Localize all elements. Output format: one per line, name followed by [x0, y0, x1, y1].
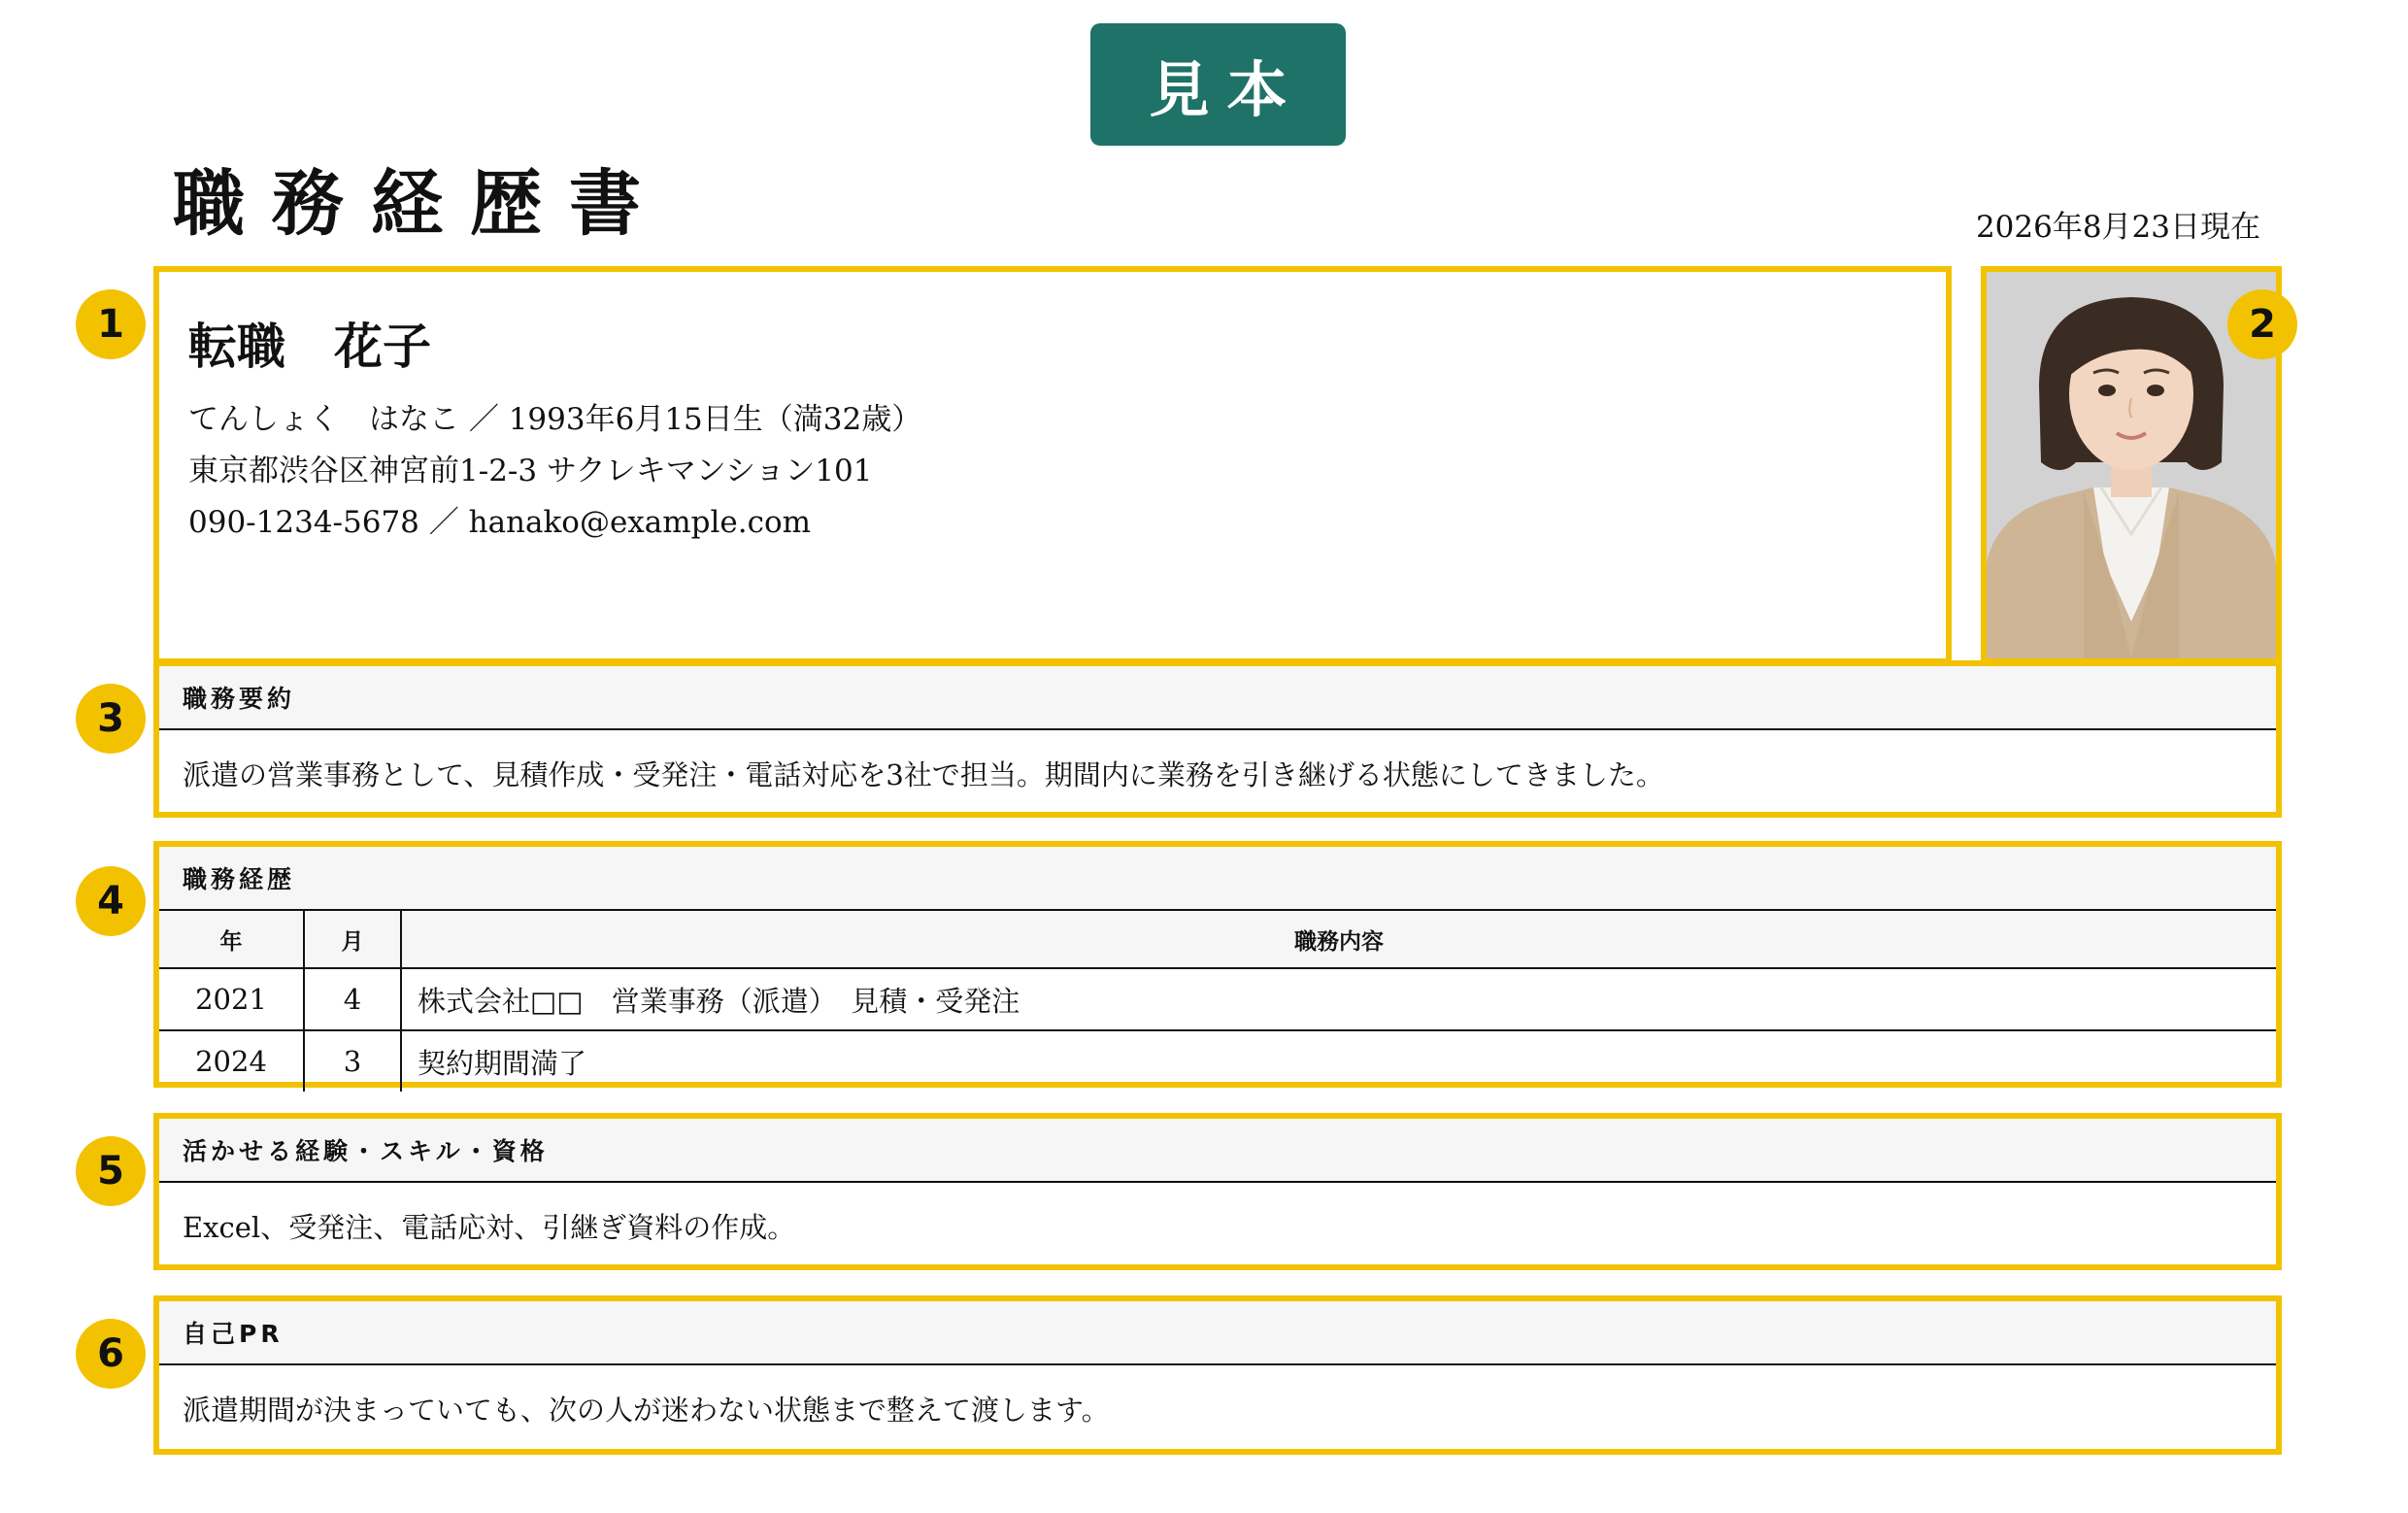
skills-heading: 活かせる経験・スキル・資格	[159, 1119, 2276, 1183]
table-row	[159, 1030, 2276, 1092]
summary-text: 派遣の営業事務として、見積作成・受発注・電話対応を3社で担当。期間内に業務を引き継げる状態にしてきました。	[183, 758, 1664, 791]
history-table	[159, 911, 2276, 1092]
badge-2: 2	[2227, 289, 2297, 359]
contact-line: 090-1234-5678 ／ hanako@example.com	[188, 505, 812, 540]
badge-3: 3	[76, 684, 146, 754]
sample-stamp: 見本	[1090, 23, 1346, 146]
address-line: 東京都渋谷区神宮前1-2-3 サクレキマンション101	[188, 454, 873, 488]
row-year: 2024	[159, 1030, 304, 1092]
history-header-row	[159, 911, 2276, 968]
pr-heading: 自己PR	[159, 1301, 2276, 1365]
table-row	[159, 968, 2276, 1030]
history-section	[153, 841, 2282, 1088]
summary-heading: 職務要約	[159, 666, 2276, 730]
row-content: 株式会社□□ 営業事務（派遣） 見積・受発注	[401, 968, 2276, 1030]
skills-text: Excel、受発注、電話応対、引継ぎ資料の作成。	[183, 1211, 796, 1244]
document-title: 職務経歴書	[173, 162, 668, 246]
column-content: 職務内容	[401, 911, 2276, 968]
profile-box	[153, 266, 1952, 664]
column-year: 年	[159, 911, 304, 968]
badge-1: 1	[76, 289, 146, 359]
history-heading: 職務経歴	[159, 847, 2276, 911]
row-year: 2021	[159, 968, 304, 1030]
summary-section	[153, 660, 2282, 818]
pr-section	[153, 1295, 2282, 1455]
reading-birth-line: てんしょく はなこ ／ 1993年6月15日生（満32歳）	[188, 402, 922, 437]
badge-6: 6	[76, 1319, 146, 1389]
skills-section	[153, 1113, 2282, 1270]
pr-text: 派遣期間が決まっていても、次の人が迷わない状態まで整えて渡します。	[183, 1394, 1110, 1427]
row-content: 契約期間満了	[418, 1046, 587, 1080]
row-month: 3	[304, 1030, 401, 1092]
badge-5: 5	[76, 1136, 146, 1206]
column-month: 月	[304, 911, 401, 968]
badge-4: 4	[76, 866, 146, 936]
applicant-name: 転職 花子	[188, 318, 431, 375]
row-month: 4	[304, 968, 401, 1030]
document-date: 2026年8月23日現在	[1975, 210, 2260, 245]
